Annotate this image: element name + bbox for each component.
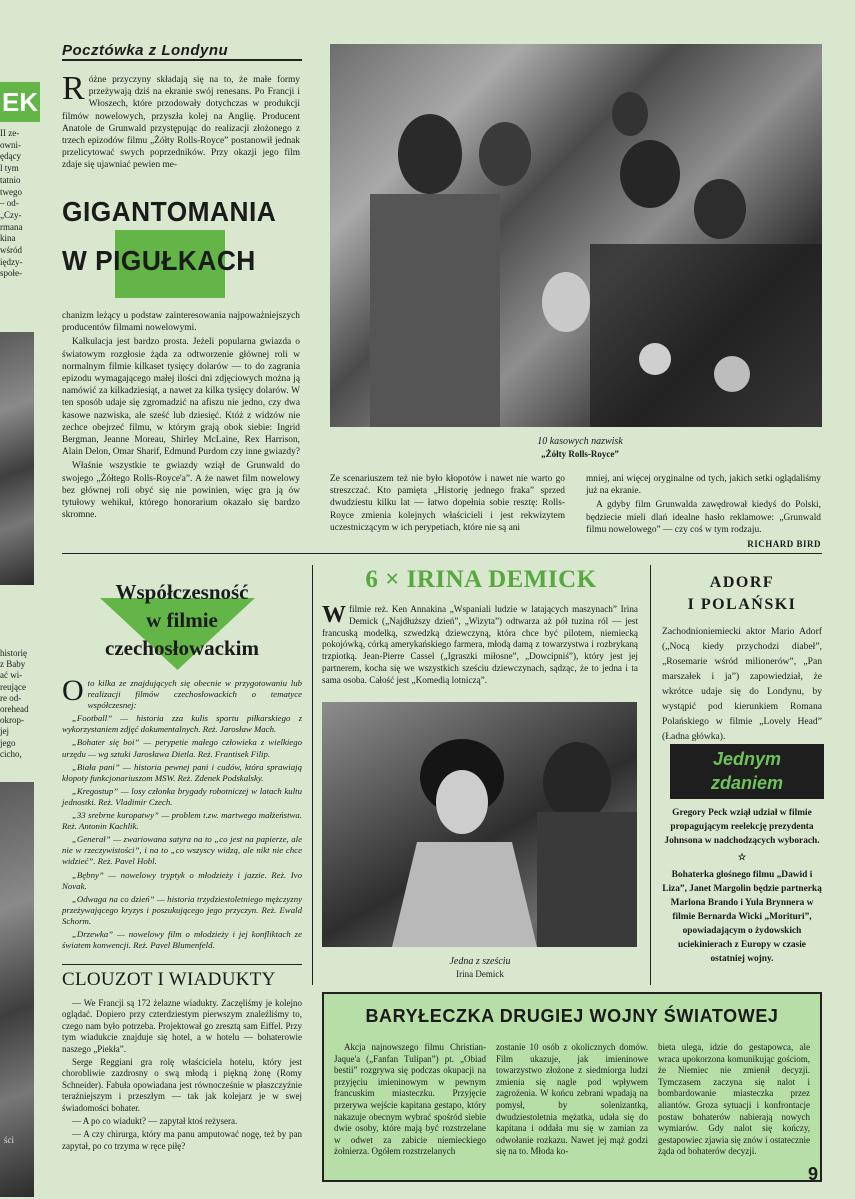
left-strip-line: l tym bbox=[0, 163, 19, 174]
czech-list bbox=[62, 674, 302, 953]
postcard-dropcap: R bbox=[62, 70, 85, 107]
czech-title-1: Współczesność bbox=[115, 580, 249, 604]
postcard-col2: Ze scenariuszem też nie było kłopotów i nawet nie warto go streszczać. Kto pamięta „Historię jednego fraka” sprzed dwudziestu kilku lat — łatwo dopełnia sobie resztę: Rolls-Royce zmienia kolejnych właścicieli i jest rekwizytem uczestniczącym w ich perypetiach, które nie są ani bbox=[330, 474, 565, 533]
postcard-p2: Kalkulacja jest bardzo prosta. Jeżeli popularna gwiazda o światowym rozgłosie żąda za odtworzenie głównej roli w normalnym filmie kilkaset tysięcy dolarów — to do zagrania epizodu wymagającego małej ilości dni zdjęciowych można ją namówić za kilkadziesiąt, a nawet za kilka tysięcy dolarów. W ten sposób udaje się zgromadzić na afiszu nie jedno, czy dwa kasowe nazwiska, ale sześć lub dziesięć. Któż z widzów nie zechce obejrzeć filmu, w którym grają obok siebie: Ingrid Bergman, Jeanne Moreau, Shirley McLaine, Rex Harrison, Alain Delon, Omar Sharif, Edmund Purdom czy inne gwiazdy? bbox=[62, 337, 300, 458]
jednym-title-2: zdaniem bbox=[710, 773, 784, 793]
left-strip-line: tatnio bbox=[0, 174, 21, 185]
rolls-royce-photo bbox=[330, 44, 822, 427]
rolls-royce-caption bbox=[480, 435, 680, 461]
postcard-col3-a: mniej, ani więcej oryginalne od tych, jakich setki oglądaliśmy już na ekranie. bbox=[586, 474, 821, 497]
postcard-intro: Różne przyczyny składają się na to, że małe formy przeżywają dziś na ekranie swój renesans. Po Francji i Włoszech, które przodowały dotychczas w produkcji filmów nowelowych, przyszła kolej na Anglię. Producent Anatole de Grunwald przystępując do realizacji złożonego z trzech epizodów filmu „Żółty Rolls-Royce” postanowił jednak przelicytować swych poprzedników. Przy okazji jego film zdaje się ujawniać pewien me- bbox=[62, 70, 300, 171]
adorf-title-1: ADORF bbox=[709, 574, 775, 591]
jednym-box bbox=[670, 744, 824, 799]
photo-illustration bbox=[330, 44, 822, 427]
clouzot-p3: — A po co wiadukt? — zapytał ktoś reżysera. bbox=[72, 1116, 238, 1127]
czech-item: „33 srebrne kuropatwy” — problem t.zw. martwego małżeństwa. Reż. Antonin Kachlik. bbox=[62, 810, 302, 832]
barylka-col-3: bieta ulega, idzie do gestapowca, ale wraca upokorzona komunikując gościom, że Niemiec nie zmienił decyzji. Tymczasem zaczyna się nalot i bombardowanie miasteczka przez aliantów. Groza sytuacji i konfrontacje postaw bohaterów nabierają nowych wymiarów. Gdy nalot się kończy, gestapowiec zjawia się znów i ostatecznie żąda od bohaterów decyzji. bbox=[658, 1042, 810, 1157]
divider-vertical-2 bbox=[650, 565, 651, 985]
czech-title bbox=[62, 578, 302, 662]
postcard-author: RICHARD BIRD bbox=[747, 539, 821, 550]
czech-intro: to kilka ze znajdujących się obecnie w przygotowaniu lub realizacji filmów czechosłowackich o tematyce współczesnej: bbox=[87, 678, 302, 711]
czech-item: „Bohater się boi” — perypetie małego człowieka z wielkiego urzędu — wg sztuki Jarosława Dietla. Reż. Frantisek Filip. bbox=[62, 737, 302, 759]
divider-horizontal bbox=[62, 553, 822, 554]
jednym-item-1: Gregory Peck wziął udział w filmie propagującym reelekcję prezydenta Johnsona w nadchodzących wyborach. bbox=[664, 808, 820, 846]
barylka-title: BARYŁECZKA DRUGIEJ WOJNY ŚWIATOWEJ bbox=[365, 1006, 779, 1026]
postcard-p3: Właśnie wszystkie te gwiazdy wziął de Grunwald do swojego „Żółtego Rolls-Royce'a”. A że nawet film nowelowy bez głównej roli obyć się nie powinien, więc gra ją ów tytułowy wehikuł, którego honorarium okazało się bardzo skromne. bbox=[62, 461, 300, 521]
postcard-header: Pocztówka z Londynu bbox=[62, 42, 302, 61]
postcard-col3-b: A gdyby film Grunwalda zawędrował kiedyś do Polski, będziecie mieli dlań idealne hasło reklamowe: „Grunwald filmu nowelowego” — czy coś w tym rodzaju. bbox=[586, 500, 821, 535]
left-strip-line: owni- bbox=[0, 139, 21, 150]
clouzot-p4: — A czy chirurga, który ma panu amputować nogę, też by pan zapytał, po co trzyma w ręce piłę? bbox=[62, 1129, 302, 1151]
page-number: 9 bbox=[808, 1164, 819, 1184]
left-strip-line: społe- bbox=[0, 268, 22, 279]
adorf-text: Zachodnioniemiecki aktor Mario Adorf („Nocą kiedy przychodzi diabeł”, „Rosemarie wśród milionerów”, „Pan marszałek i ja”) zapowiedział, że wkrótce udaje się do Londynu, by wystąpić pod kierunkiem Romana Polańskiego w filmie „Lovely Head” (Ładna główka). bbox=[662, 626, 822, 742]
left-strip-line: ać wi- bbox=[0, 670, 23, 681]
irina-text: Wfilmie reż. Ken Annakina „Wspaniali ludzie w latających maszynach” Irina Demick („Najdłuższy dzień”, „Wizyta”) odtwarza aż pół tuzina ról — jest francuską modelką, szwedzką dziewczyną, która chce być pilotem, niemiecką pokojówką, córką amerykańskiego farmera, młodą damą z towarzystwa i rozbrykaną trzpiotką. Jean-Pierre Cassel („Igraszki miłosne”, „Dowcipniś”), który jest jej partnerem, kocha się we wszystkich sześciu dziewczynach, sądząc, że to jedna i ta sama osoba. Całość jest „Komedią lotniczą”. bbox=[322, 602, 638, 685]
left-strip-letters: ЕK bbox=[0, 82, 40, 122]
left-strip-photo bbox=[0, 332, 34, 585]
czech-item: „Drzewka” — nowelowy film o młodzieży i jej konfliktach ze światem konwencji. Reż. Pavel Blumenfeld. bbox=[62, 928, 302, 951]
left-strip-line: iędzy- bbox=[0, 256, 23, 267]
clouzot-body bbox=[62, 998, 302, 1154]
czech-item: „Biała pani” — historia pewnej pani i cudów, która sprawiają kłopoty funkcjonariuszom MSW. Reż. Zdenek Podskalsky. bbox=[62, 761, 302, 783]
left-strip-line: II ze- bbox=[0, 128, 20, 138]
postcard-p1: chanizm leżący u podstaw zainteresowania najpoważniejszych producentów filmami nowelowymi. bbox=[62, 311, 300, 334]
czech-title-2: w filmie bbox=[146, 608, 218, 632]
left-strip-footer: ści bbox=[4, 1135, 14, 1145]
left-strip bbox=[0, 40, 40, 1190]
jednym-body bbox=[662, 806, 822, 966]
czech-item: „Football” — historia zza kulis sportu piłkarskiego z wykorzystaniem zdjęć dokumentalnych. Reż. Jarosław Mach. bbox=[62, 713, 302, 735]
irina-photo-illustration bbox=[322, 702, 637, 947]
left-strip-line: okrop- bbox=[0, 715, 24, 726]
headline-gigantomania: GIGANTOMANIA bbox=[62, 196, 277, 227]
czech-item: „Generał” — zwariowana satyra na to „co jest na papierze, ale nie w rzeczywistości”, i na to „co wszyscy widzą, ale nikt nie chce widzieć”. Reż. Pavel Hobl. bbox=[62, 834, 302, 867]
clouzot-p1: — We Francji są 172 żelazne wiadukty. Zaczęliśmy je kolejno oglądać. Dopiero przy czterdziestym pierwszym znaleźliśmy to, czego nam było potrzeba. Projektował go zresztą sam Eiffel. Przy tym wiadukcie znajduje się hotel, a w hotelu — bohaterowie naszego „Piekła”. bbox=[62, 998, 302, 1054]
irina-photo bbox=[322, 702, 637, 947]
irina-caption bbox=[322, 955, 638, 981]
left-strip-line: ędący bbox=[0, 151, 21, 162]
left-strip-line: re od- bbox=[0, 692, 22, 703]
left-strip-line: rmana bbox=[0, 221, 23, 232]
left-strip-line: jego bbox=[0, 737, 16, 748]
czech-item: „Odwaga na co dzień” — historia trzydziestoletniego mężczyzny przeżywającego kryzys i poszukującego jego przyczyn. Reż. Ewald Schorm. bbox=[62, 893, 302, 926]
postcard-body bbox=[62, 310, 300, 523]
left-strip-line: z Baby bbox=[0, 659, 26, 670]
irina-caption-2: Irina Demick bbox=[456, 969, 504, 979]
divider-vertical-1 bbox=[312, 565, 313, 985]
barylka-col-1: Akcja najnowszego filmu Christian-Jaque'a („Fanfan Tulipan”) pt. „Obiad bestii” rozgrywa się podczas okupacji na przyjęciu imieninowym w pewnym francuskim miasteczku. Przyjęcie przerywa wejście kapitana gestapo, który nakazuje obecnym wybrać spośród siebie dwie osoby, które mają być rozstrzelane w odwet za zabicie niemieckiego żołnierza. Ogółem rozstrzelanych bbox=[334, 1042, 486, 1157]
left-strip-line: wśród bbox=[0, 245, 22, 256]
left-strip-line: „Czy- bbox=[0, 209, 22, 220]
clouzot-title: CLOUZOT I WIADUKTY bbox=[62, 964, 302, 991]
irina-dropcap: W bbox=[322, 602, 346, 628]
czech-dropcap: O bbox=[62, 674, 84, 707]
headline-w-pigulkach: W PIGUŁKACH bbox=[62, 245, 256, 276]
adorf-title bbox=[662, 572, 822, 616]
postcard-col3 bbox=[586, 473, 821, 550]
czech-title-3: czechosłowackim bbox=[105, 636, 259, 660]
irina-caption-1: Jedna z sześciu bbox=[449, 956, 511, 967]
left-strip-text-a bbox=[0, 128, 38, 280]
left-strip-line: twego bbox=[0, 186, 22, 197]
barylka-col-2: zostanie 10 osób z okolicznych domów. Film ukazuje, jak imieninowe towarzystwo złożone z siedmiorga ludzi zmienia się nagle pod wpływem zagrożenia. W końcu zebrani wpadają na pomysł, by solenizantką, dwudziestoletnia mężatka, udała się do kapitana i oddała mu się w zamian za odwołanie rozkazu. Nawet jej mąż godzi się na to. Młoda ko- bbox=[496, 1042, 648, 1157]
left-strip-line: historię bbox=[0, 648, 27, 658]
left-strip-text-b bbox=[0, 648, 38, 760]
clouzot-p2: Serge Reggiani gra rolę właściciela hotelu, który jest chorobliwie zazdrosny o swą młodą i piękną żonę (Romy Schneider). Fabuła opowiadana jest równocześnie w płaszczyźnie teraźniejszym i przeszłym — tak jak kolejarz je w swej świadomości bohater. bbox=[62, 1057, 302, 1113]
irina-title: 6 × IRINA DEMICK bbox=[365, 566, 597, 593]
barylka-box bbox=[322, 992, 822, 1182]
jednym-item-2: Bohaterka głośnego filmu „Dawid i Liza”, Janet Margolin będzie partnerką Marlona Brando i Yula Brynnera w filmie Bernarda Wicki „Morituri”, opowiadającym o żydowskich uciekinierach z Europy w czasie ostatniej wojny. bbox=[662, 870, 822, 964]
left-strip-line: orehead bbox=[0, 704, 29, 715]
adorf-title-2: I POLAŃSKI bbox=[687, 596, 797, 613]
left-strip-line: – od- bbox=[0, 198, 19, 209]
left-strip-line: cicho, bbox=[0, 748, 22, 759]
czech-item: „Kregostup” — losy członka brygady robotniczej w latach kultu jednostki. Reż. Vladimir Czech. bbox=[62, 785, 302, 807]
rolls-royce-caption-2: „Żółty Rolls-Royce” bbox=[541, 449, 619, 459]
rolls-royce-caption-1: 10 kasowych nazwisk bbox=[537, 436, 623, 447]
left-strip-line: kina bbox=[0, 233, 16, 244]
left-strip-line: reujące bbox=[0, 681, 26, 692]
jednym-title-1: Jednym bbox=[712, 749, 782, 769]
czech-item: „Bębny” — nowelowy tryptyk o młodzieży i jazzie. Reż. Ivo Novak. bbox=[62, 869, 302, 891]
left-strip-line: jej bbox=[0, 726, 9, 737]
star-icon: ☆ bbox=[737, 853, 747, 863]
